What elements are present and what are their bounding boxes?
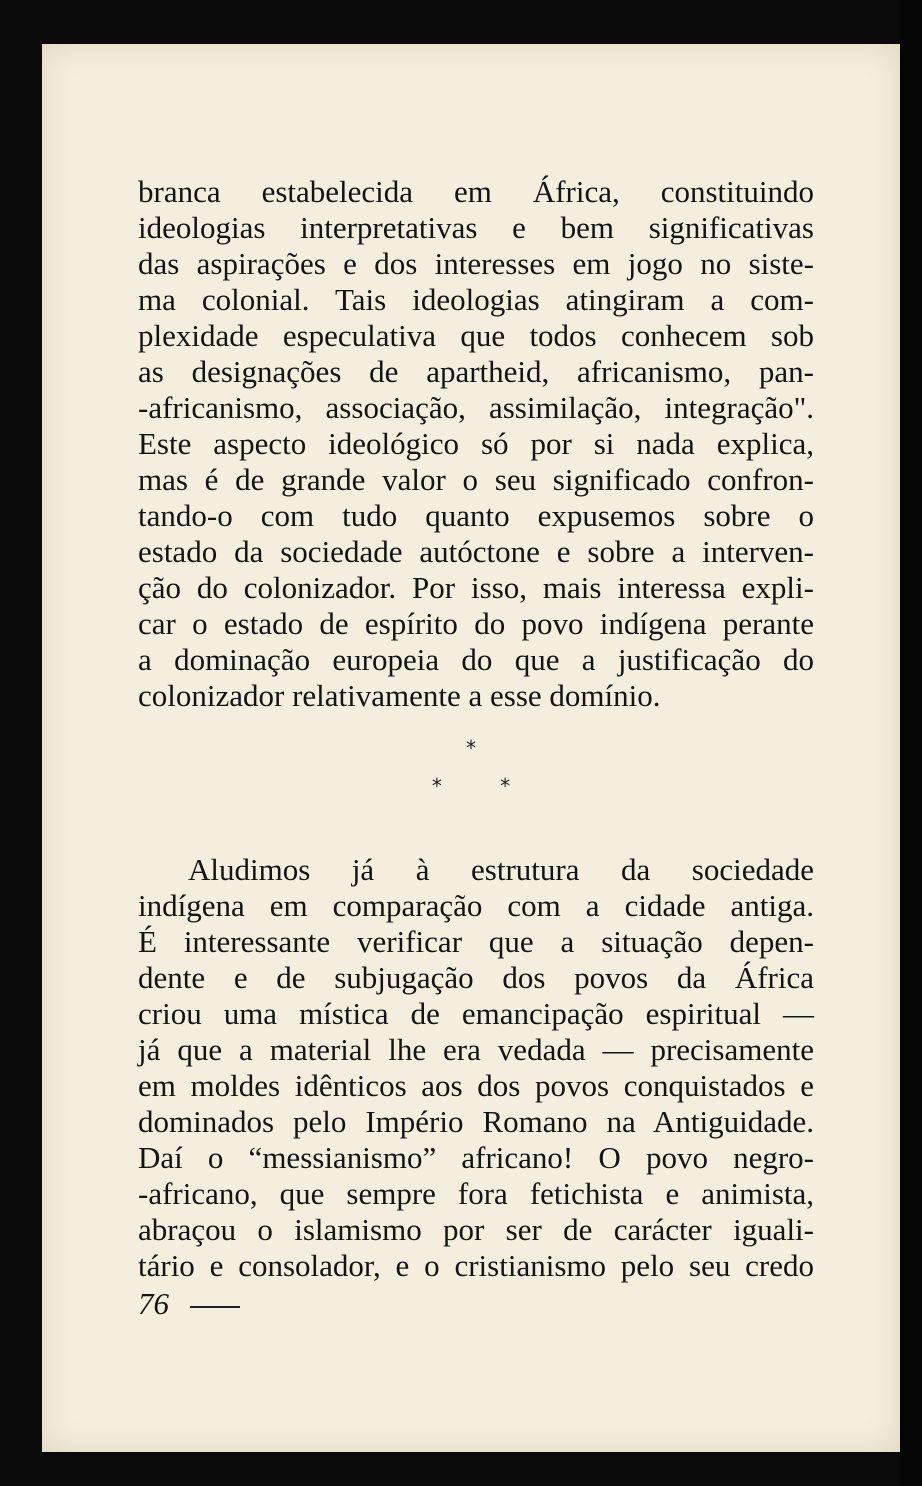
text-line: das aspirações e dos interesses em jogo no siste- (138, 246, 814, 281)
text-line: colonizador relativamente a esse domínio. (138, 678, 661, 713)
text-line: Daí o “messianismo” africano! O povo negro- (138, 1140, 814, 1175)
text-line: estado da sociedade autóctone e sobre a interven- (138, 534, 814, 569)
text-line: dente e de subjugação dos povos da África (138, 960, 814, 995)
paragraph-1 (138, 174, 814, 714)
text-line: já que a material lhe era vedada — precisamente (138, 1032, 814, 1067)
text-line: plexidade especulativa que todos conhecem sob (138, 318, 814, 353)
body-text (138, 174, 814, 714)
section-separator-bottom (42, 774, 900, 798)
paragraph-2 (138, 852, 814, 1284)
text-line: Aludimos já à estrutura da sociedade (188, 852, 814, 887)
text-line: tário e consolador, e o cristianismo pelo seu credo (138, 1248, 814, 1283)
text-line: Este aspecto ideológico só por si nada explica, (138, 426, 814, 461)
page-number: 76 (138, 1286, 169, 1321)
page-edge-shadow (900, 0, 922, 1486)
text-line: ma colonial. Tais ideologias atingiram a com- (138, 282, 814, 317)
text-line: indígena em comparação com a cidade antiga. (138, 888, 814, 923)
text-line: criou uma mística de emancipação espiritual — (138, 996, 814, 1031)
separator-left-asterisk: * (431, 774, 442, 798)
text-line: -africano, que sempre fora fetichista e animista, (138, 1176, 814, 1211)
separator-right-asterisk: * (500, 774, 511, 798)
section-separator-top-asterisk: * (466, 736, 476, 760)
text-line: mas é de grande valor o seu significado confron- (138, 462, 814, 497)
text-line: branca estabelecida em África, constituindo (138, 174, 814, 209)
body-text-2 (138, 852, 814, 1284)
folio-rule (190, 1306, 240, 1308)
text-line: -africanismo, associação, assimilação, integração". (138, 390, 814, 425)
text-line: É interessante verificar que a situação depen- (138, 924, 814, 959)
text-line: abraçou o islamismo por ser de carácter iguali- (138, 1212, 814, 1247)
text-line: car o estado de espírito do povo indígena perante (138, 606, 814, 641)
text-line: dominados pelo Império Romano na Antiguidade. (138, 1104, 814, 1139)
text-line: as designações de apartheid, africanismo, pan- (138, 354, 814, 389)
book-page (42, 44, 900, 1452)
text-line: em moldes idênticos aos dos povos conquistados e (138, 1068, 814, 1103)
text-line: a dominação europeia do que a justificação do (138, 642, 814, 677)
text-line: ção do colonizador. Por isso, mais interessa expli- (138, 570, 814, 605)
text-line: ideologias interpretativas e bem significativas (138, 210, 814, 245)
text-line: tando-o com tudo quanto expusemos sobre o (138, 498, 814, 533)
